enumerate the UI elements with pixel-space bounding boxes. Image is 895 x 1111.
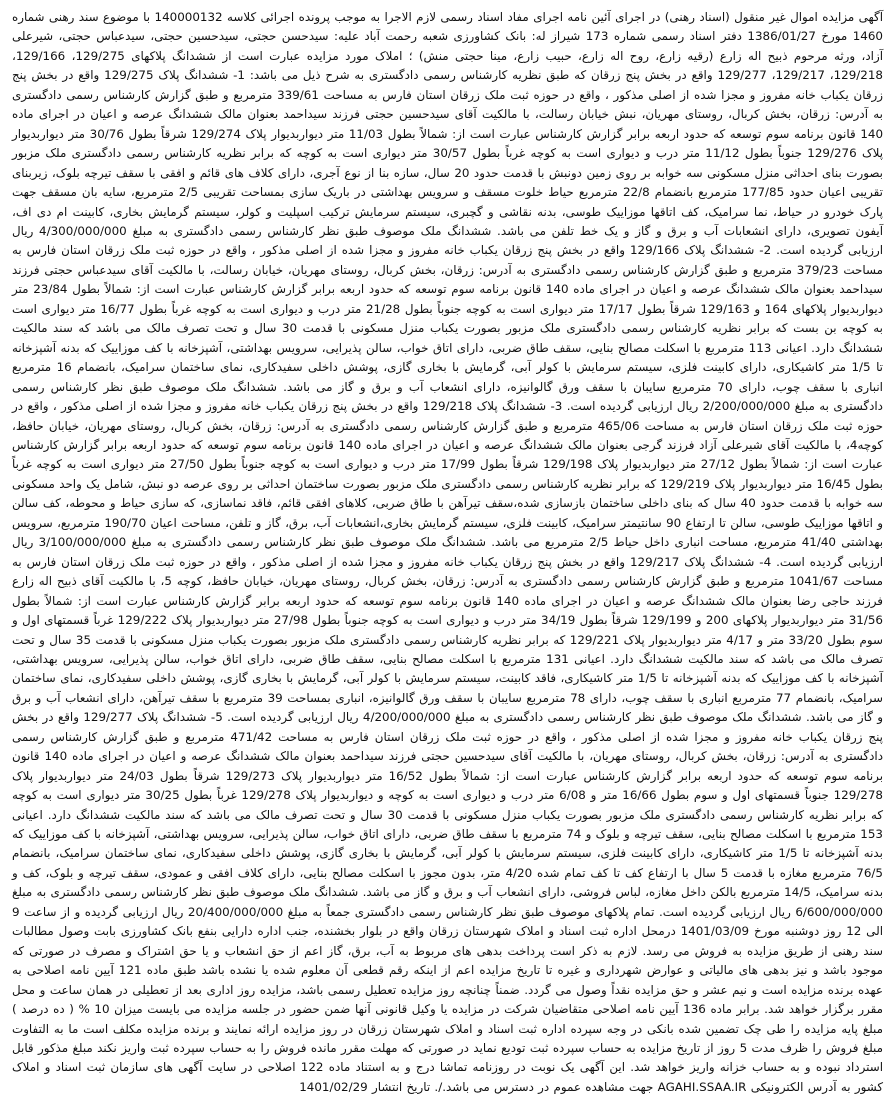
- auction-notice-text: آگهی مزایده اموال غیر منقول (اسناد رهنی) در اجرای آئین نامه اجرای مفاد اسناد رسمی لازم الاجرا به موجب پرونده اجرائی کلاسه 140000132 با موضوع سند رهنی شماره 1460 مورخ 1386/01/27 دفتر اسناد رسمی شماره 173 شیراز له: بانک کشاورزی شعبه رحمت آباد علیه: سیدحسن حجتی، سیدحسین حجتی، سیدعباس حجتی، شیرعلی آزاد، ورثه مرحوم ذبیح اله زارع (رقیه زارع، روح اله زارع، حبیب زارع، مینا حجتی منش) ؛ املاک مورد مزایده عبارت است از ششدانگ پلاکهای 129/275، 129/166، 129/218، 129/217، 129/277 واقع در بخش پنج زرقان که طبق نظریه کارشناس رسمی دادگستری به شرح ذیل می باشد: 1- ششدانگ پلاک 129/275 واقع در بخش پنج زرقان یکباب خانه مفروز و مجزا شده از اصلی مذکور ، واقع در حوزه ثبت ملک زرقان استان فارس به مساحت 339/61 مترمربع و طبق گزارش کارشناس رسمی دادگستری به آدرس: زرقان، بخش کربال، روستای مهریان، نبش خیابان رسالت، با مالکیت آقای سیدحسین حجتی فرزند سیداحمد بعنوان مالک ششدانگ عرصه و اعیان در اجرای ماده 140 قانون برنامه سوم توسعه که حدود اربعه برابر گزارش کارشناس عبارت است از: شمالاً بطول 11/03 متر دیواربدیوار پلاک 129/274 شرقاً بطول 30/76 متر دیواربدیوار پلاک 129/276 جنوباً بطول 11/12 متر درب و دیواری است به کوچه غرباً بطول 30/57 متر دیواری است به کوچه که برابر نظریه کارشناس رسمی دادگستری ملک مزبور بصورت بنای احداثی منزل مسکونی سه خوابه بر روی زمین دونبش با قدمت حدود 20 سال، سازه بنا از نوع آجری، دارای کلاف های قائم و افقی با سقف تیرچه بلوک، زیربنای تقریبی اعیان حدود 177/85 مترمربع بانضمام 22/8 مترمربع حیاط خلوت مسقف و سرویس بهداشتی در باریک سازی بمساحت تقریبی 2/5 مترمربع، سایه بان مسقف جهت پارک خودرو در حیاط، نما سرامیک، کف اتاقها موزاییک طوسی، بدنه نقاشی و گچبری، سیستم سرمایش ترکیب اسپلیت و کولر، سیستم گرمایش بخاری، کابینت ام دی اف، آیفون تصویری، دارای انشعابات آب و برق و گاز و یک خط تلفن می باشد. ششدانگ ملک موصوف طبق نظر کارشناس رسمی دادگستری به مبلغ 4/300/000/000 ریال ارزیابی گردیده است. 2- ششدانگ پلاک 129/166 واقع در بخش پنج زرقان یکباب خانه مفروز و مجزا شده از اصلی مذکور ، واقع در حوزه ثبت ملک زرقان استان فارس به مساحت 379/23 مترمربع و طبق گزارش کارشناس رسمی دادگستری به آدرس: زرقان، بخش کربال، روستای مهریان، خیابان رسالت، با مالکیت آقای سیدعباس حجتی فرزند سیداحمد بعنوان مالک ششدانگ عرصه و اعیان در اجرای ماده 140 قانون برنامه سوم توسعه که حدود اربعه برابر گزارش کارشناس عبارت است از: شمالاً بطول 23/84 متر دیواربدیوار پلاکهای 164 و 129/163 شرقاً بطول 17/17 متر دیواری است به کوچه جنوباً بطول 21/28 متر درب و دیواری است به کوچه غرباً بطول 16/77 متر دیواری است به کوچه بن بست که برابر نظریه کارشناس رسمی دادگستری ملک مزبور بصورت یکباب منزل مسکونی با قدمت 30 سال و تحت تصرف مالک می باشد که سند مالکیت ششدانگ دارد. اعیانی 113 مترمربع با اسکلت مصالح بنایی، سقف طاق ضربی، دارای اتاق خواب، سالن پذیرایی، سرویس بهداشتی، آشپزخانه با کف موزاییک که بدنه آشپزخانه تا 1/5 متر کاشیکاری، دارای کابینت فلزی، سیستم سرمایش با کولر آبی، گرمایش با بخاری گازی، پوشش داخلی سفیدکاری، نمای ساختمان سرامیک، بانضمام 16 مترمربع انباری با سقف چوب، دارای 70 مترمربع سایبان با سقف ورق گالوانیزه، دارای انشعاب آب و برق و گاز می باشد. ششدانگ ملک موصوف طبق نظر کارشناس رسمی دادگستری به مبلغ 2/200/000/000 ریال ارزیابی گردیده است. 3- ششدانگ پلاک 129/218 واقع در بخش پنج زرقان یکباب خانه مفروز و مجزا شده از اصلی مذکور ، واقع در حوزه ثبت ملک زرقان استان فارس به مساحت 465/06 مترمربع و طبق گزارش کارشناس رسمی دادگستری به آدرس: زرقان، بخش کربال، روستای مهریان، خیابان حافظ، کوچه4، با مالکیت آقای شیرعلی آزاد فرزند گرجی بعنوان مالک ششدانگ عرصه و اعیان در اجرای ماده 140 قانون برنامه سوم توسعه که حدود اربعه برابر گزارش کارشناس عبارت است از: شمالاً بطول 27/12 متر دیواربدیوار پلاک 129/198 شرقاً بطول 17/99 متر درب و دیواری است به کوچه جنوباً بطول 27/50 متر دیواری است به کوچه غرباً بطول 16/45 متر دیواربدیوار پلاک 129/219 که برابر نظریه کارشناس رسمی دادگستری ملک مزبور بصورت ساختمان احداثی بر روی عرصه دو نبش، شامل یک واحد مسکونی سه خوابه با قدمت حدود 40 سال که بنای داخلی ساختمان بازسازی شده،سقف تیرآهن با طاق ضربی، کلاهای افقی قائم، فاقد نماسازی، که سازی حیاط و محوطه، کف سالن و اتاقها موزاییک طوسی، سالن تا ارتفاع 90 سانتیمتر سرامیک، کابینت فلزی، سیستم گرمایش بخاری،انشعابات آب، برق، گاز و تلفن، مساحت اعیان 190/70 مترمربع، سرویس بهداشتی 41/40 مترمربع، مساحت انباری داخل حیاط 2/5 مترمربع می باشد. ششدانگ ملک موصوف طبق نظر کارشناس رسمی دادگستری به مبلغ 3/100/000/000 ریال ارزیابی گردیده است. 4- ششدانگ پلاک 129/217 واقع در بخش پنج زرقان یکباب خانه مفروز و مجزا شده از اصلی مذکور ، واقع در حوزه ثبت ملک زرقان استان فارس به مساحت 1041/67 مترمربع و طبق گزارش کارشناس رسمی دادگستری به آدرس: زرقان، بخش کربال، روستای مهریان، خیابان حافظ، کوچه 5، با مالکیت آقای ذبیح اله زارع فرزند حاجی رضا بعنوان مالک ششدانگ عرصه و اعیان در اجرای ماده 140 قانون برنامه سوم توسعه که حدود اربعه برابر گزارش کارشناس عبارت است از: شمالاً بطول 31/56 متر دیواربدیوار پلاکهای 200 و 129/199 شرقاً بطول 34/19 متر درب و دیواری است به کوچه جنوباً بطول 27/98 متر دیواربدیوار پلاک 129/222 غرباً قسمتهای اول و سوم بطول 33/20 متر و 4/17 متر دیواربدیوار پلاک 129/221 که برابر نظریه کارشناس رسمی دادگستری ملک مزبور بصورت یکباب منزل مسکونی با قدمت 35 سال و تحت تصرف مالک می باشد که سند مالکیت ششدانگ دارد. اعیانی 131 مترمربع با اسکلت مصالح بنایی، سقف طاق ضربی، دارای اتاق خواب، سالن پذیرایی، سرویس بهداشتی، آشپزخانه با کف موزاییک که بدنه آشپزخانه تا 1/5 متر کاشیکاری، فاقد کابینت، سیستم سرمایش با کولر آبی، گرمایش با بخاری گازی، پوشش داخلی سفیدکاری، نمای ساختمان سرامیک، بانضمام 77 مترمربع انباری با سقف چوب، دارای 78 مترمربع سایبان با سقف ورق گالوانیزه، انباری بمساحت 39 مترمربع با سقف تیرآهن، دارای انشعاب آب و برق و گاز می باشد. ششدانگ ملک موصوف طبق نظر کارشناس رسمی دادگستری به مبلغ 4/200/000/000 ریال ارزیابی گردیده است. 5- ششدانگ پلاک 129/277 واقع در بخش پنج زرقان یکباب خانه مفروز و مجزا شده از اصلی مذکور ، واقع در حوزه ثبت ملک زرقان استان فارس به مساحت 471/42 مترمربع و طبق گزارش کارشناس رسمی دادگستری به آدرس: زرقان، بخش کربال، روستای مهریان، با مالکیت آقای سیدحسین حجتی فرزند سیداحمد بعنوان مالک ششدانگ عرصه و اعیان در اجرای ماده 140 قانون برنامه سوم توسعه که حدود اربعه برابر گزارش کارشناس عبارت است از: شمالاً بطول 16/52 متر دیواربدیوار پلاک 129/273 شرقاً بطول 24/03 متر دیواربدیوار پلاک 129/278 جنوباً قسمتهای اول و سوم بطول 16/66 متر و 6/08 متر درب و دیواری است به کوچه و دیواربدیوار پلاک 129/278 غرباً بطول 30/25 متر دیواری است به کوچه که برابر نظریه کارشناس رسمی دادگستری ملک مزبور بصورت یکباب منزل مسکونی با قدمت 30 سال و تحت تصرف مالک می باشد که سند مالکیت ششدانگ دارد. اعیانی 153 مترمربع با اسکلت مصالح بنایی، سقف تیرچه و بلوک و 74 مترمربع با سقف طاق ضربی، دارای اتاق خواب، سالن پذیرایی، سرویس بهداشتی، آشپزخانه با کف موزاییک که بدنه آشپزخانه تا 1/5 متر کاشیکاری، دارای کابینت فلزی، سیستم سرمایش با کولر آبی، گرمایش با بخاری گازی، پوشش داخلی سفیدکاری، نمای ساختمان سرامیک، بانضمام 76/5 مترمربع مغازه با قدمت 5 سال با ارتفاع کف تا کف تمام شده 4/20 متر، بدون مجوز با اسکلت مصالح بنایی، دارای کلاف افقی و عمودی، سقف تیرچه و بلوک، کف و بدنه سرامیک، 14/5 مترمربع بالکن داخل مغازه، لباس فروشی، دارای انشعاب آب و برق و گاز می باشد. ششدانگ ملک موصوف طبق نظر کارشناس رسمی دادگستری به مبلغ 6/600/000/000 ریال ارزیابی گردیده است. تمام پلاکهای موصوف طبق نظر کارشناس رسمی دادگستری جمعاً به مبلغ 20/400/000/000 ریال ارزیابی گردیده و از ساعت 9 الی 12 روز دوشنبه مورخ 1401/03/09 درمحل اداره ثبت اسناد و املاک شهرستان زرقان واقع در بلوار بخشنده، جنب اداره دارایی بنفع بانک کشاورزی بابت وصول مطالبات سند رهنی از طریق مزایده به فروش می رسد. لازم به ذکر است پرداخت بدهی های مربوط به آب، برق، گاز اعم از حق انشعاب و یا حق اشتراک و مصرف در صورتی که موجود باشد و نیز بدهی های مالیاتی و عوارض شهرداری و غیره تا تاریخ مزایده اعم از اینکه رقم قطعی آن معلوم شده یا نشده باشد طبق ماده 121 آیین نامه اصلاحی به عهده برنده مزایده است و نیم عشر و حق مزایده نقداً وصول می گردد. ضمناً چنانچه روز مزایده تعطیل رسمی باشد، مزایده روز اداری بعد از تعطیلی در همان ساعت و محل مقرر برگزار خواهد شد. برابر ماده 136 آیین نامه اصلاحی متقاضیان شرکت در مزایده یا وکیل قانونی آنها ضمن حضور در جلسه مزایده می بایست میزان 10 % ( ده درصد ) مبلغ پایه مزایده را طی چک تضمین شده بانکی در وجه سپرده اداره ثبت اسناد و املاک شهرستان زرقان در روز مزایده ارائه نمایند و برنده مزایده مکلف است ما به التفاوت مبلغ فروش را ظرف مدت 5 روز از تاریخ مزایده به حساب سپرده ثبت تودیع نماید در صورتی که مهلت مقرر مانده فروش را به حساب سپرده ثبت واریز نکند مبلغ مذکور قابل استرداد نبوده و به حساب خزانه واریز خواهد شد. این آگهی یک نوبت در روزنامه تماشا درج و به استناد ماده 122 اصلاحی در سایت آگهی های سازمان ثبت اسناد و املاک کشور به آدرس الکترونیکی AGAHI.SSAA.IR جهت مشاهده عموم در دسترس می باشد./. تاریخ انتشار 1401/02/29: [12, 10, 884, 1094]
